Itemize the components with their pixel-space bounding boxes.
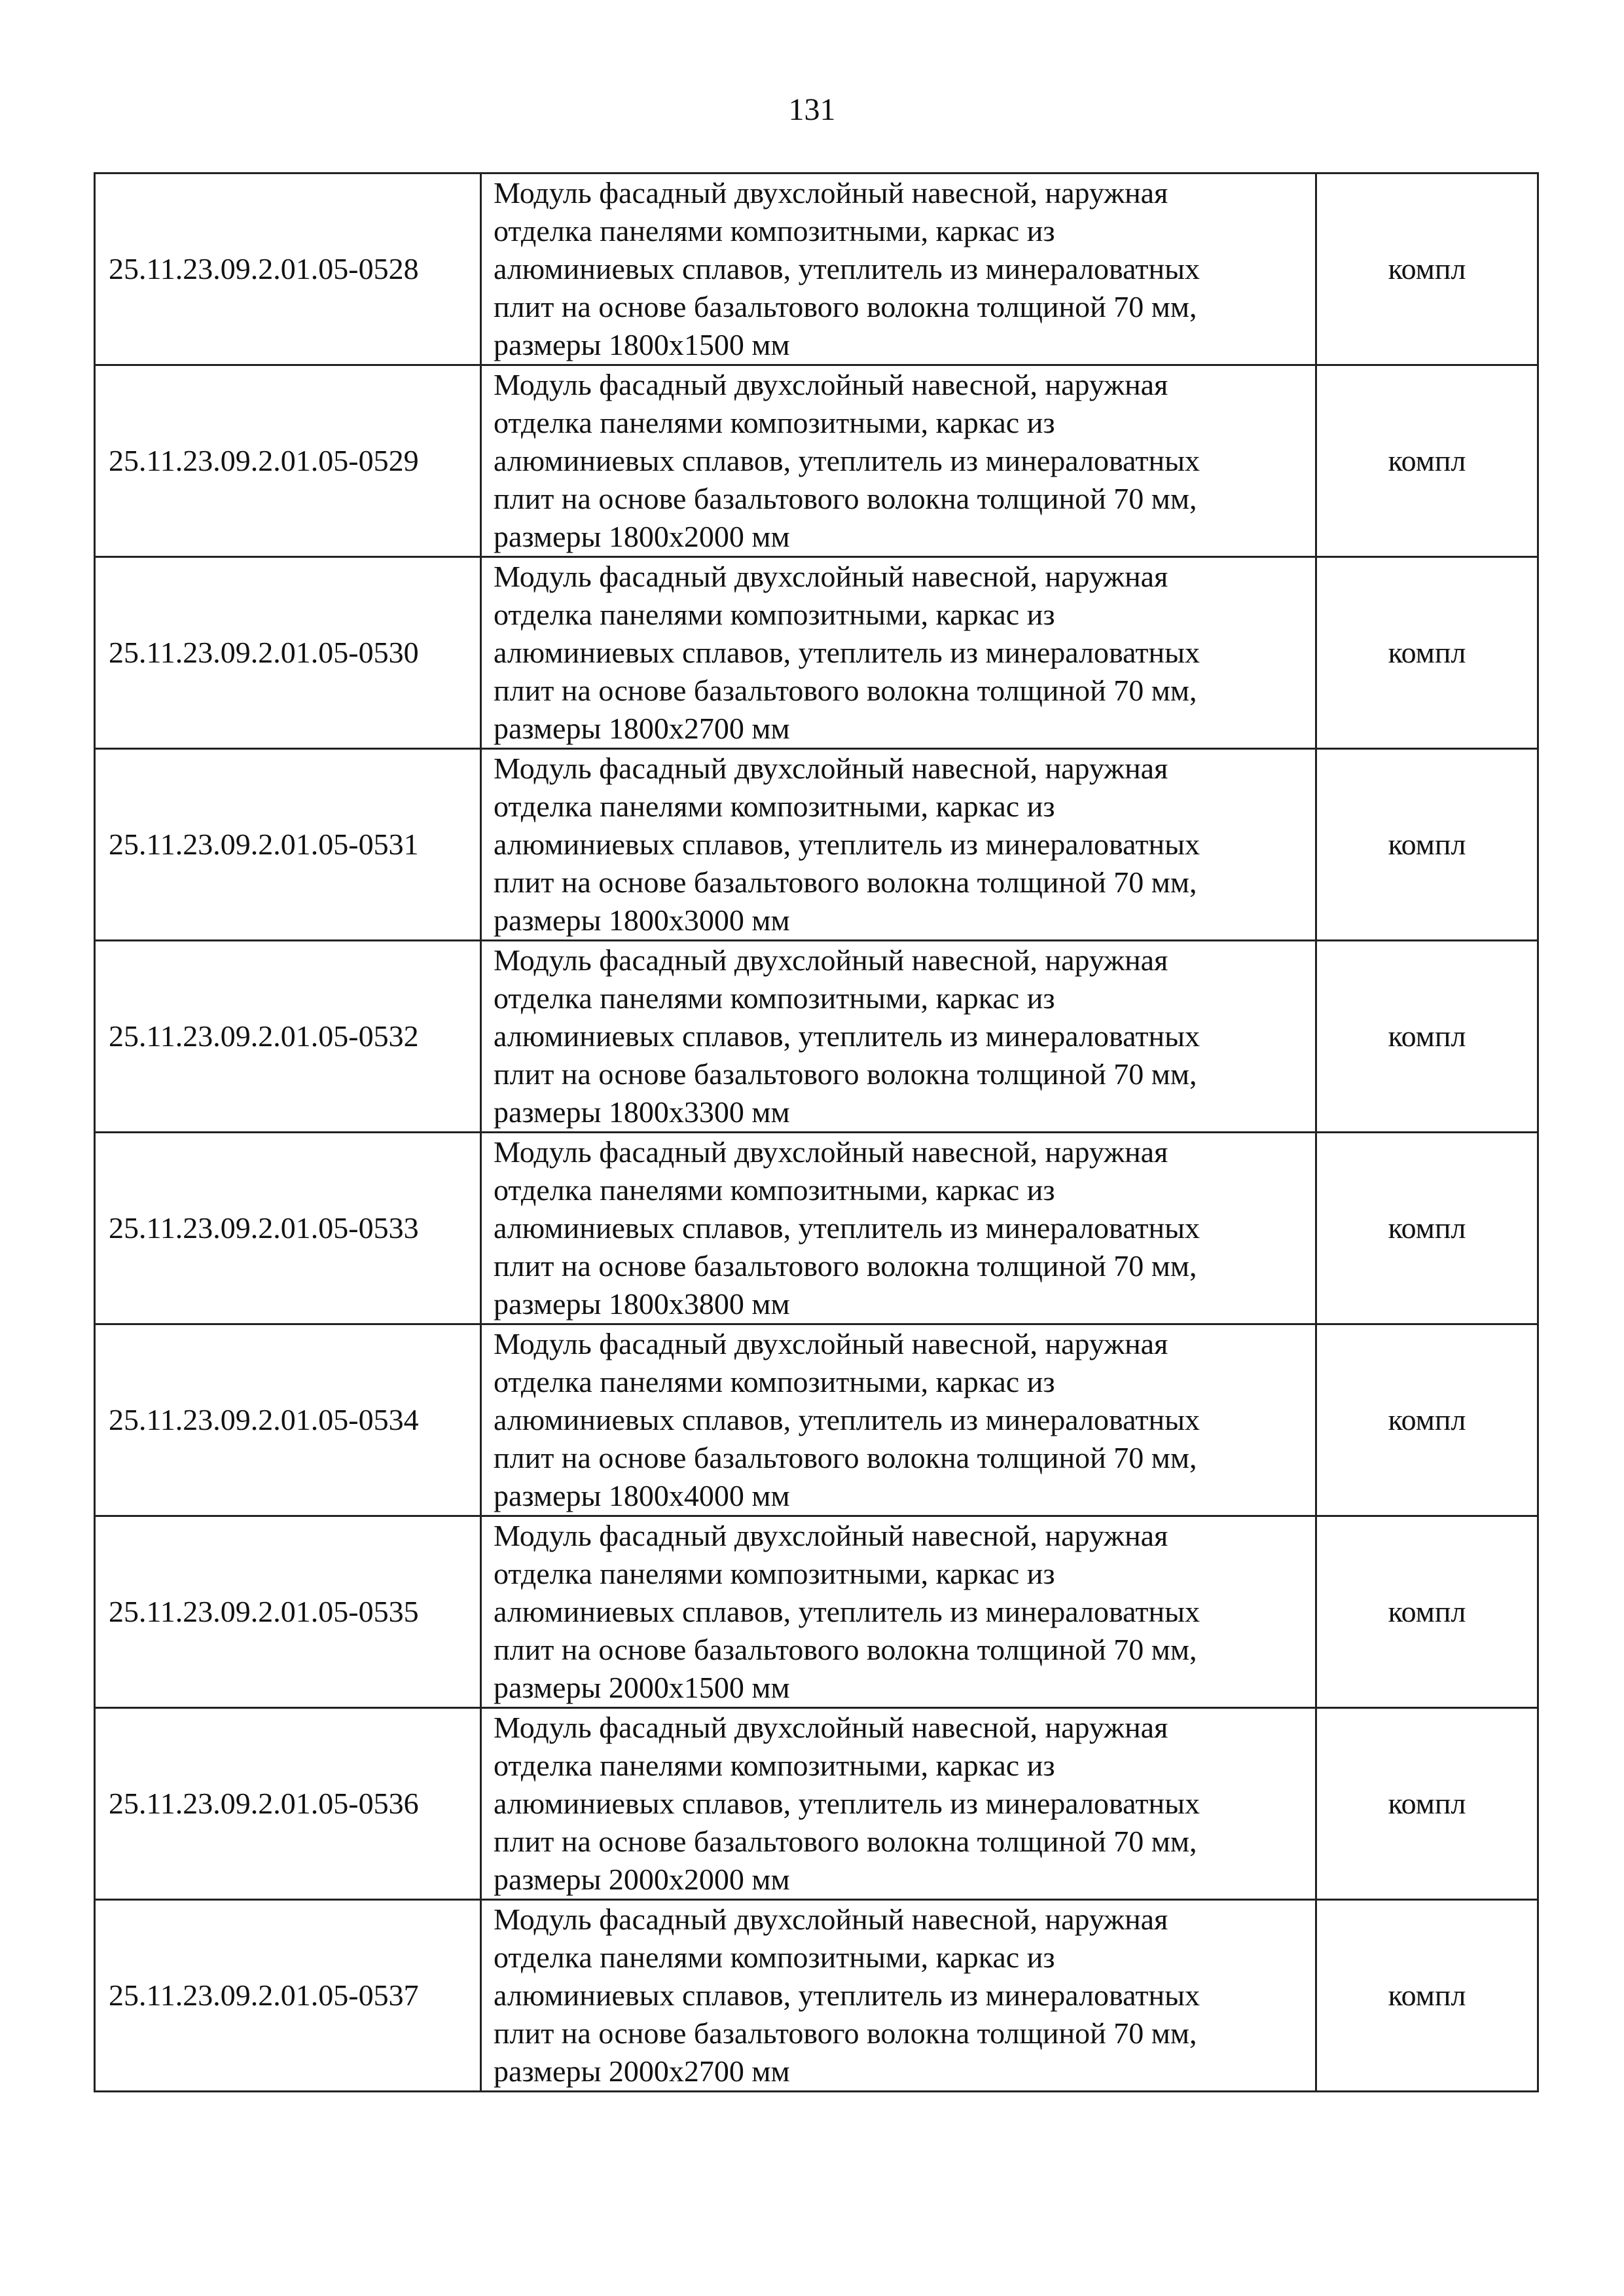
resource-description <box>481 365 1316 557</box>
description-line: отделка панелями композитными, каркас из <box>494 1749 1055 1782</box>
description-line: алюминиевых сплавов, утеплитель из минераловатных <box>494 1978 1200 2012</box>
description-line: алюминиевых сплавов, утеплитель из минераловатных <box>494 1787 1200 1820</box>
table-row <box>95 1708 1538 1900</box>
description-line: алюминиевых сплавов, утеплитель из минераловатных <box>494 1019 1200 1053</box>
resource-code: 25.11.23.09.2.01.05-0528 <box>95 173 481 365</box>
description-line: плит на основе базальтового волокна толщиной 70 мм, <box>494 1825 1197 1858</box>
description-line: плит на основе базальтового волокна толщиной 70 мм, <box>494 1057 1197 1091</box>
resource-unit: компл <box>1316 1133 1538 1324</box>
resource-unit: компл <box>1316 557 1538 749</box>
description-line: размеры 1800х3000 мм <box>494 903 790 937</box>
resource-code: 25.11.23.09.2.01.05-0536 <box>95 1708 481 1900</box>
description-line: размеры 1800х2000 мм <box>494 520 790 553</box>
resource-unit: компл <box>1316 749 1538 941</box>
resource-unit: компл <box>1316 941 1538 1133</box>
description-line: плит на основе базальтового волокна толщиной 70 мм, <box>494 674 1197 707</box>
description-line: Модуль фасадный двухслойный навесной, наружная <box>494 1711 1168 1744</box>
description-line: Модуль фасадный двухслойный навесной, наружная <box>494 1135 1168 1169</box>
description-line: плит на основе базальтового волокна толщиной 70 мм, <box>494 1249 1197 1283</box>
resource-table-body <box>95 173 1538 2092</box>
description-line: плит на основе базальтового волокна толщиной 70 мм, <box>494 1441 1197 1474</box>
resource-description <box>481 557 1316 749</box>
description-line: Модуль фасадный двухслойный навесной, наружная <box>494 752 1168 785</box>
description-line: отделка панелями композитными, каркас из <box>494 406 1055 439</box>
resource-description <box>481 1708 1316 1900</box>
resource-code: 25.11.23.09.2.01.05-0534 <box>95 1324 481 1516</box>
resource-description <box>481 941 1316 1133</box>
resource-code: 25.11.23.09.2.01.05-0530 <box>95 557 481 749</box>
resource-code: 25.11.23.09.2.01.05-0537 <box>95 1900 481 2092</box>
page-number: 131 <box>788 92 836 127</box>
description-line: размеры 1800х4000 мм <box>494 1479 790 1512</box>
description-line: алюминиевых сплавов, утеплитель из минераловатных <box>494 1403 1200 1436</box>
table-row <box>95 941 1538 1133</box>
table-row <box>95 173 1538 365</box>
description-line: алюминиевых сплавов, утеплитель из минераловатных <box>494 828 1200 861</box>
description-line: плит на основе базальтового волокна толщиной 70 мм, <box>494 290 1197 323</box>
resource-description <box>481 1516 1316 1708</box>
resource-unit: компл <box>1316 1708 1538 1900</box>
resource-unit: компл <box>1316 1900 1538 2092</box>
description-line: алюминиевых сплавов, утеплитель из минераловатных <box>494 252 1200 285</box>
description-line: размеры 1800х3800 мм <box>494 1287 790 1321</box>
resource-description <box>481 1900 1316 2092</box>
description-line: отделка панелями композитными, каркас из <box>494 1173 1055 1207</box>
description-line: алюминиевых сплавов, утеплитель из минераловатных <box>494 444 1200 477</box>
resource-code: 25.11.23.09.2.01.05-0529 <box>95 365 481 557</box>
description-line: отделка панелями композитными, каркас из <box>494 214 1055 247</box>
description-line: отделка панелями композитными, каркас из <box>494 1941 1055 1974</box>
description-line: плит на основе базальтового волокна толщиной 70 мм, <box>494 1633 1197 1666</box>
description-line: размеры 1800х1500 мм <box>494 328 790 361</box>
table-row <box>95 365 1538 557</box>
description-line: Модуль фасадный двухслойный навесной, наружная <box>494 176 1168 210</box>
table-row <box>95 1133 1538 1324</box>
description-line: Модуль фасадный двухслойный навесной, наружная <box>494 368 1168 401</box>
description-line: Модуль фасадный двухслойный навесной, наружная <box>494 943 1168 977</box>
resource-description <box>481 1324 1316 1516</box>
description-line: размеры 1800х2700 мм <box>494 712 790 745</box>
description-line: плит на основе базальтового волокна толщиной 70 мм, <box>494 866 1197 899</box>
description-line: размеры 2000х2000 мм <box>494 1863 790 1896</box>
resource-unit: компл <box>1316 365 1538 557</box>
resource-code: 25.11.23.09.2.01.05-0533 <box>95 1133 481 1324</box>
table-row <box>95 1516 1538 1708</box>
description-line: Модуль фасадный двухслойный навесной, наружная <box>494 1327 1168 1360</box>
description-line: размеры 1800х3300 мм <box>494 1095 790 1129</box>
table-row <box>95 557 1538 749</box>
description-line: Модуль фасадный двухслойный навесной, наружная <box>494 560 1168 593</box>
description-line: размеры 2000х2700 мм <box>494 2054 790 2088</box>
description-line: отделка панелями композитными, каркас из <box>494 981 1055 1015</box>
description-line: отделка панелями композитными, каркас из <box>494 1557 1055 1590</box>
resource-code: 25.11.23.09.2.01.05-0535 <box>95 1516 481 1708</box>
description-line: размеры 2000х1500 мм <box>494 1671 790 1704</box>
resource-table <box>94 172 1539 2092</box>
resource-description <box>481 1133 1316 1324</box>
resource-unit: компл <box>1316 1324 1538 1516</box>
resource-unit: компл <box>1316 173 1538 365</box>
description-line: плит на основе базальтового волокна толщиной 70 мм, <box>494 482 1197 515</box>
table-row <box>95 1324 1538 1516</box>
description-line: Модуль фасадный двухслойный навесной, наружная <box>494 1903 1168 1936</box>
description-line: алюминиевых сплавов, утеплитель из минераловатных <box>494 1595 1200 1628</box>
resource-code: 25.11.23.09.2.01.05-0532 <box>95 941 481 1133</box>
description-line: отделка панелями композитными, каркас из <box>494 598 1055 631</box>
description-line: отделка панелями композитными, каркас из <box>494 1365 1055 1398</box>
table-row <box>95 749 1538 941</box>
resource-code: 25.11.23.09.2.01.05-0531 <box>95 749 481 941</box>
description-line: плит на основе базальтового волокна толщиной 70 мм, <box>494 2016 1197 2050</box>
table-row <box>95 1900 1538 2092</box>
resource-description <box>481 749 1316 941</box>
resource-description <box>481 173 1316 365</box>
description-line: Модуль фасадный двухслойный навесной, наружная <box>494 1519 1168 1552</box>
description-line: алюминиевых сплавов, утеплитель из минераловатных <box>494 1211 1200 1245</box>
resource-unit: компл <box>1316 1516 1538 1708</box>
description-line: алюминиевых сплавов, утеплитель из минераловатных <box>494 636 1200 669</box>
description-line: отделка панелями композитными, каркас из <box>494 790 1055 823</box>
